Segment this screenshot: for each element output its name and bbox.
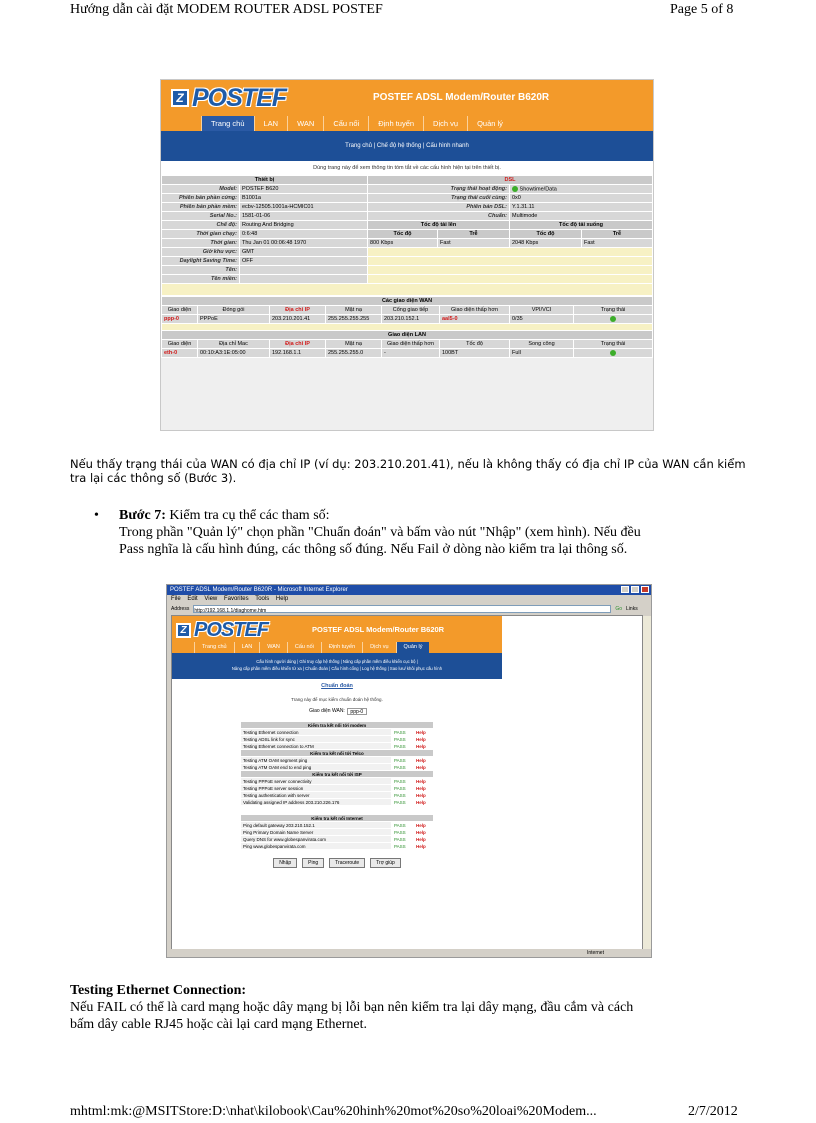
page-header-title: Hướng dẫn cài đặt MODEM ROUTER ADSL POSTEF	[70, 2, 383, 17]
nhap-button[interactable]: Nhập	[273, 858, 297, 868]
maximize-icon[interactable]	[631, 586, 639, 593]
diag-test-name: Query DNS for www.globespanvirata.com	[241, 836, 392, 843]
help-link[interactable]: Help	[414, 757, 434, 764]
menu-tools[interactable]: Tools	[255, 596, 270, 602]
management-subnav	[172, 653, 502, 679]
step7-heading	[119, 507, 759, 524]
diag-test-name: Ping www.globespanvirata.com	[241, 843, 392, 850]
pass-status: PASS	[392, 757, 414, 764]
ie-status-bar	[167, 949, 651, 957]
dsl-label: Phiên bản DSL:	[368, 203, 510, 212]
pass-status: PASS	[392, 778, 414, 785]
device-label: Serial No.:	[162, 212, 240, 221]
wan-header: VPI/VCI	[510, 306, 574, 315]
device-value: POSTEF B620	[240, 185, 368, 194]
menu-favorites[interactable]: Favorites	[223, 596, 249, 602]
device-label: Tên miền:	[162, 275, 240, 284]
diagnostics-intro: Trang này để mục kiểm chuẩn đoán hệ thống.	[291, 697, 383, 702]
diag-section-title: Kiểm tra kết nối tới Telco	[241, 750, 434, 757]
diag-test-name: Testing PPPoE server session	[241, 785, 392, 792]
pass-status: PASS	[392, 785, 414, 792]
pass-status: PASS	[392, 843, 414, 850]
diag-test-name: Testing ATM OAM segment ping	[241, 757, 392, 764]
dsl-status-value: Showtime/Data	[510, 185, 653, 194]
ie-menu-bar	[167, 595, 651, 604]
nav-wan[interactable]: WAN	[259, 642, 287, 653]
links-button[interactable]: Links	[626, 606, 638, 612]
dsl-value: Multimode	[510, 212, 653, 221]
device-label: Phiên bản phần cứng:	[162, 194, 240, 203]
ethernet-section	[70, 982, 750, 1033]
device-value: GMT	[240, 248, 368, 257]
nav-cau-noi[interactable]: Cấu nối	[323, 116, 368, 131]
lan-header: Mặt nạ	[326, 340, 382, 349]
help-link[interactable]: Help	[414, 764, 434, 771]
router-subnav[interactable]: Trang chủ | Chế độ hệ thống | Cấu hình nhanh	[161, 131, 653, 161]
lan-header: Tốc độ	[440, 340, 510, 349]
wan-section-title: Các giao diện WAN	[162, 297, 653, 306]
wan-header: Mặt nạ	[326, 306, 382, 315]
wan-header: Giao diện	[162, 306, 198, 315]
status-green-icon	[610, 316, 616, 322]
go-button[interactable]: Go	[615, 606, 623, 612]
router-banner	[161, 80, 653, 116]
diag-test-name: Validating assigned IP address 203.210.226.176	[241, 799, 392, 806]
device-label: Thời gian chạy:	[162, 230, 240, 239]
nav-dich-vu[interactable]: Dịch vụ	[423, 116, 467, 131]
wan-cell: 255.255.255.255	[326, 315, 382, 324]
address-label: Address	[171, 606, 190, 612]
subnav-line2[interactable]: Nâng cấp phần mềm điều khiển từ xa | Chuẩn đoán | Cấu hình cổng | Log hệ thống | Sao lưu/ khôi phục cấu hình	[231, 666, 443, 671]
nav-trang-chu[interactable]: Trang chủ	[201, 116, 254, 131]
nav-dich-vu[interactable]: Dịch vụ	[362, 642, 395, 653]
upload-speed: 800 Kbps	[368, 239, 438, 248]
ethernet-section-line1: Nếu FAIL có thể là card mạng hoặc dây mạng bị lỗi bạn nên kiểm tra lại dây mạng, đầu cắm và cách	[70, 1000, 634, 1015]
help-link[interactable]: Help	[414, 799, 434, 806]
router-banner-2	[172, 616, 502, 642]
menu-help[interactable]: Help	[275, 596, 289, 602]
download-speed-title: Tốc độ tải xuống	[510, 221, 653, 230]
speed-col-header: Tốc độ	[510, 230, 582, 239]
diag-section-title: Kiểm tra kết nối Internet	[241, 815, 434, 822]
lan-header: Song công	[510, 340, 574, 349]
upload-delay: Fast	[438, 239, 510, 248]
zone-status: Internet	[587, 950, 604, 956]
help-button[interactable]: Trợ giúp	[370, 858, 401, 868]
pass-status: PASS	[392, 822, 414, 829]
lan-cell: 255.255.255.0	[326, 349, 382, 358]
device-value: Routing And Bridging	[240, 221, 368, 230]
wan-header: Trạng thái	[574, 306, 653, 315]
lan-section-title: Giao diện LAN	[162, 331, 653, 340]
pass-status: PASS	[392, 736, 414, 743]
router-status-screenshot	[160, 79, 654, 431]
help-link[interactable]: Help	[414, 792, 434, 799]
device-label: Thời gian:	[162, 239, 240, 248]
diagnostics-screenshot	[166, 584, 652, 958]
diag-section-title: Kiểm tra kết nối tới modem	[241, 722, 434, 729]
device-section-title: Thiết bị	[162, 176, 368, 185]
address-input[interactable]: http://192.168.1.1/diaghome.htm	[193, 605, 611, 613]
nav-cau-noi[interactable]: Cấu nối	[287, 642, 321, 653]
device-value	[240, 266, 368, 275]
wan-cell: ppp-0	[162, 315, 198, 324]
ethernet-section-title: Testing Ethernet Connection:	[70, 983, 247, 998]
help-link[interactable]: Help	[414, 729, 434, 736]
dsl-value: 0x0	[510, 194, 653, 203]
step7-line2: Pass nghĩa là cấu hình đúng, các thông số đúng. Nếu Fail ở dòng nào kiểm tra lại thông số.	[119, 542, 628, 557]
router-title-2: POSTEF ADSL Modem/Router B620R	[312, 625, 445, 634]
router-title: POSTEF ADSL Modem/Router B620R	[373, 92, 550, 103]
menu-view[interactable]: View	[204, 596, 218, 602]
step7-line1: Trong phần "Quản lý" chọn phần "Chuẩn đoán" và bấm vào nút "Nhập" (xem hình). Nếu đều	[119, 525, 641, 540]
dsl-label: Trạng thái hoạt động:	[368, 185, 510, 194]
help-link[interactable]: Help	[414, 736, 434, 743]
device-value: 0:6:48	[240, 230, 368, 239]
device-label: Chế độ:	[162, 221, 240, 230]
wan-select[interactable]: ppp-0	[347, 708, 367, 715]
lan-header: Địa chỉ Mac	[198, 340, 270, 349]
status-green-icon	[610, 350, 616, 356]
download-speed: 2048 Kbps	[510, 239, 582, 248]
step7-title: Kiểm tra cụ thể các tham số:	[169, 508, 330, 523]
diagnostics-table	[240, 721, 434, 850]
delay-col-header: Trễ	[438, 230, 510, 239]
ie-title-bar	[167, 585, 651, 595]
lan-cell: 100BT	[440, 349, 510, 358]
diag-test-name: Testing Ethernet connection to ATM	[241, 743, 392, 750]
pass-status: PASS	[392, 743, 414, 750]
pass-status: PASS	[392, 729, 414, 736]
speed-col-header: Tốc độ	[368, 230, 438, 239]
lan-cell: 00:10:A3:1E:05:00	[198, 349, 270, 358]
ethernet-section-line2: bấm dây cable RJ45 hoặc cài lại card mạng Ethernet.	[70, 1017, 367, 1032]
device-label: Phiên bản phần mềm:	[162, 203, 240, 212]
help-link[interactable]: Help	[414, 778, 434, 785]
nav-quan-ly[interactable]: Quản lý	[467, 116, 512, 131]
dsl-label: Trạng thái cuối cùng:	[368, 194, 510, 203]
minimize-icon[interactable]	[621, 586, 629, 593]
diagnostics-page	[172, 616, 502, 951]
nav-quan-ly[interactable]: Quản lý	[396, 642, 430, 653]
wan-cell: aal5-0	[440, 315, 510, 324]
ping-button[interactable]: Ping	[302, 858, 324, 868]
page-number: Page 5 of 8	[670, 2, 734, 17]
help-link[interactable]: Help	[414, 836, 434, 843]
device-value: Thu Jan 01 00:06:48 1970	[240, 239, 368, 248]
download-delay: Fast	[582, 239, 653, 248]
lan-header: Địa chỉ IP	[270, 340, 326, 349]
wan-header: Đóng gói	[198, 306, 270, 315]
lan-cell: 192.168.1.1	[270, 349, 326, 358]
nav-lan[interactable]: LAN	[234, 642, 260, 653]
step7-block	[119, 507, 759, 558]
diagnostics-body	[172, 679, 502, 868]
lan-header: Giao diện thấp hơn	[382, 340, 440, 349]
footer-date: 2/7/2012	[688, 1104, 738, 1119]
router-nav	[161, 116, 653, 131]
nav-trang-chu[interactable]: Trang chủ	[194, 642, 234, 653]
diag-test-name: Testing ADSL link for sync	[241, 736, 392, 743]
help-link[interactable]: Help	[414, 785, 434, 792]
delay-col-header: Trễ	[582, 230, 653, 239]
subnav-line1[interactable]: Cấu hình người dùng | Ghi truy cập hệ thống | Nâng cấp phần mềm điều khiển cục bộ |	[256, 659, 418, 664]
device-value: B1001a	[240, 194, 368, 203]
lan-cell: Full	[510, 349, 574, 358]
ie-viewport	[171, 615, 643, 950]
menu-edit[interactable]: Edit	[187, 596, 198, 602]
ie-address-bar	[167, 604, 651, 614]
diagnostics-heading: Chuẩn đoán	[321, 683, 353, 689]
dsl-value: Y.1.31.11	[510, 203, 653, 212]
device-label: Tên:	[162, 266, 240, 275]
router-nav-2	[172, 642, 502, 653]
wan-header: Cổng giao tiếp	[382, 306, 440, 315]
close-icon[interactable]	[641, 586, 649, 593]
lan-header: Giao diện	[162, 340, 198, 349]
ie-window-title: POSTEF ADSL Modem/Router B620R - Microsoft Internet Explorer	[170, 587, 348, 593]
nav-dinh-tuyen[interactable]: Định tuyến	[368, 116, 423, 131]
diag-test-name: Ping default gateway 203.210.152.1	[241, 822, 392, 829]
wan-select-label: Giao diện WAN:	[309, 708, 345, 714]
diag-section-title: Kiểm tra kết nối tới ISP	[241, 771, 434, 778]
diag-test-name: Ping Primary Domain Name Server	[241, 829, 392, 836]
wan-cell: PPPoE	[198, 315, 270, 324]
dsl-label: Chuẩn:	[368, 212, 510, 221]
nav-wan[interactable]: WAN	[287, 116, 323, 131]
wan-header: Địa chỉ IP	[270, 306, 326, 315]
device-label: Model:	[162, 185, 240, 194]
wan-cell: 203.210.201.41	[270, 315, 326, 324]
vertical-scrollbar[interactable]	[643, 616, 651, 951]
help-link[interactable]: Help	[414, 822, 434, 829]
lan-cell: eth-0	[162, 349, 198, 358]
pass-status: PASS	[392, 764, 414, 771]
device-value: 1581-01-06	[240, 212, 368, 221]
lan-header: Trạng thái	[574, 340, 653, 349]
pass-status: PASS	[392, 792, 414, 799]
upload-speed-title: Tốc độ tải lên	[368, 221, 510, 230]
help-link[interactable]: Help	[414, 843, 434, 850]
diag-test-name: Testing ATM OAM end to end ping	[241, 764, 392, 771]
step7-label: Bước 7:	[119, 508, 166, 523]
lan-cell: -	[382, 349, 440, 358]
help-link[interactable]: Help	[414, 829, 434, 836]
nav-lan[interactable]: LAN	[254, 116, 288, 131]
diag-test-name: Testing PPPoE server connectivity	[241, 778, 392, 785]
device-value	[240, 275, 368, 284]
wan-select-row	[172, 708, 502, 715]
wan-table	[161, 296, 653, 358]
postef-logo: Z POSTEF	[171, 84, 286, 113]
wan-cell: 0/35	[510, 315, 574, 324]
menu-file[interactable]: File	[171, 596, 181, 602]
device-info-table	[161, 175, 653, 296]
diag-test-name: Testing Ethernet connection	[241, 729, 392, 736]
pass-status: PASS	[392, 799, 414, 806]
router-description: Dùng trang này để xem thông tin tóm tắt về các cấu hình hiện tại trên thiết bị.	[161, 161, 653, 175]
device-value: OFF	[240, 257, 368, 266]
bullet: •	[94, 508, 99, 523]
diagnostics-buttons	[172, 858, 502, 868]
wan-check-paragraph: Nếu thấy trạng thái của WAN có địa chỉ IP (ví dụ: 203.210.201.41), nếu là không thấy có địa chỉ IP của WAN cần kiểm tra lại các thông số (Bước 3).	[70, 457, 746, 485]
pass-status: PASS	[392, 836, 414, 843]
postef-logo-2: Z POSTEF	[176, 619, 268, 642]
footer-path: mhtml:mk:@MSITStore:D:\nhat\kilobook\Cau%20hinh%20mot%20so%20loai%20Modem...	[70, 1104, 597, 1119]
device-label: Daylight Saving Time:	[162, 257, 240, 266]
traceroute-button[interactable]: Traceroute	[329, 858, 365, 868]
dsl-section-title: DSL	[368, 176, 653, 185]
device-value: ecbv-12505.1001a-HCMIC01	[240, 203, 368, 212]
wan-header: Giao diện thấp hơn	[440, 306, 510, 315]
help-link[interactable]: Help	[414, 743, 434, 750]
diag-test-name: Testing authentication with server	[241, 792, 392, 799]
status-green-icon	[512, 186, 518, 192]
nav-dinh-tuyen[interactable]: Định tuyến	[321, 642, 362, 653]
device-label: Giờ khu vực:	[162, 248, 240, 257]
wan-cell: 203.210.152.1	[382, 315, 440, 324]
pass-status: PASS	[392, 829, 414, 836]
